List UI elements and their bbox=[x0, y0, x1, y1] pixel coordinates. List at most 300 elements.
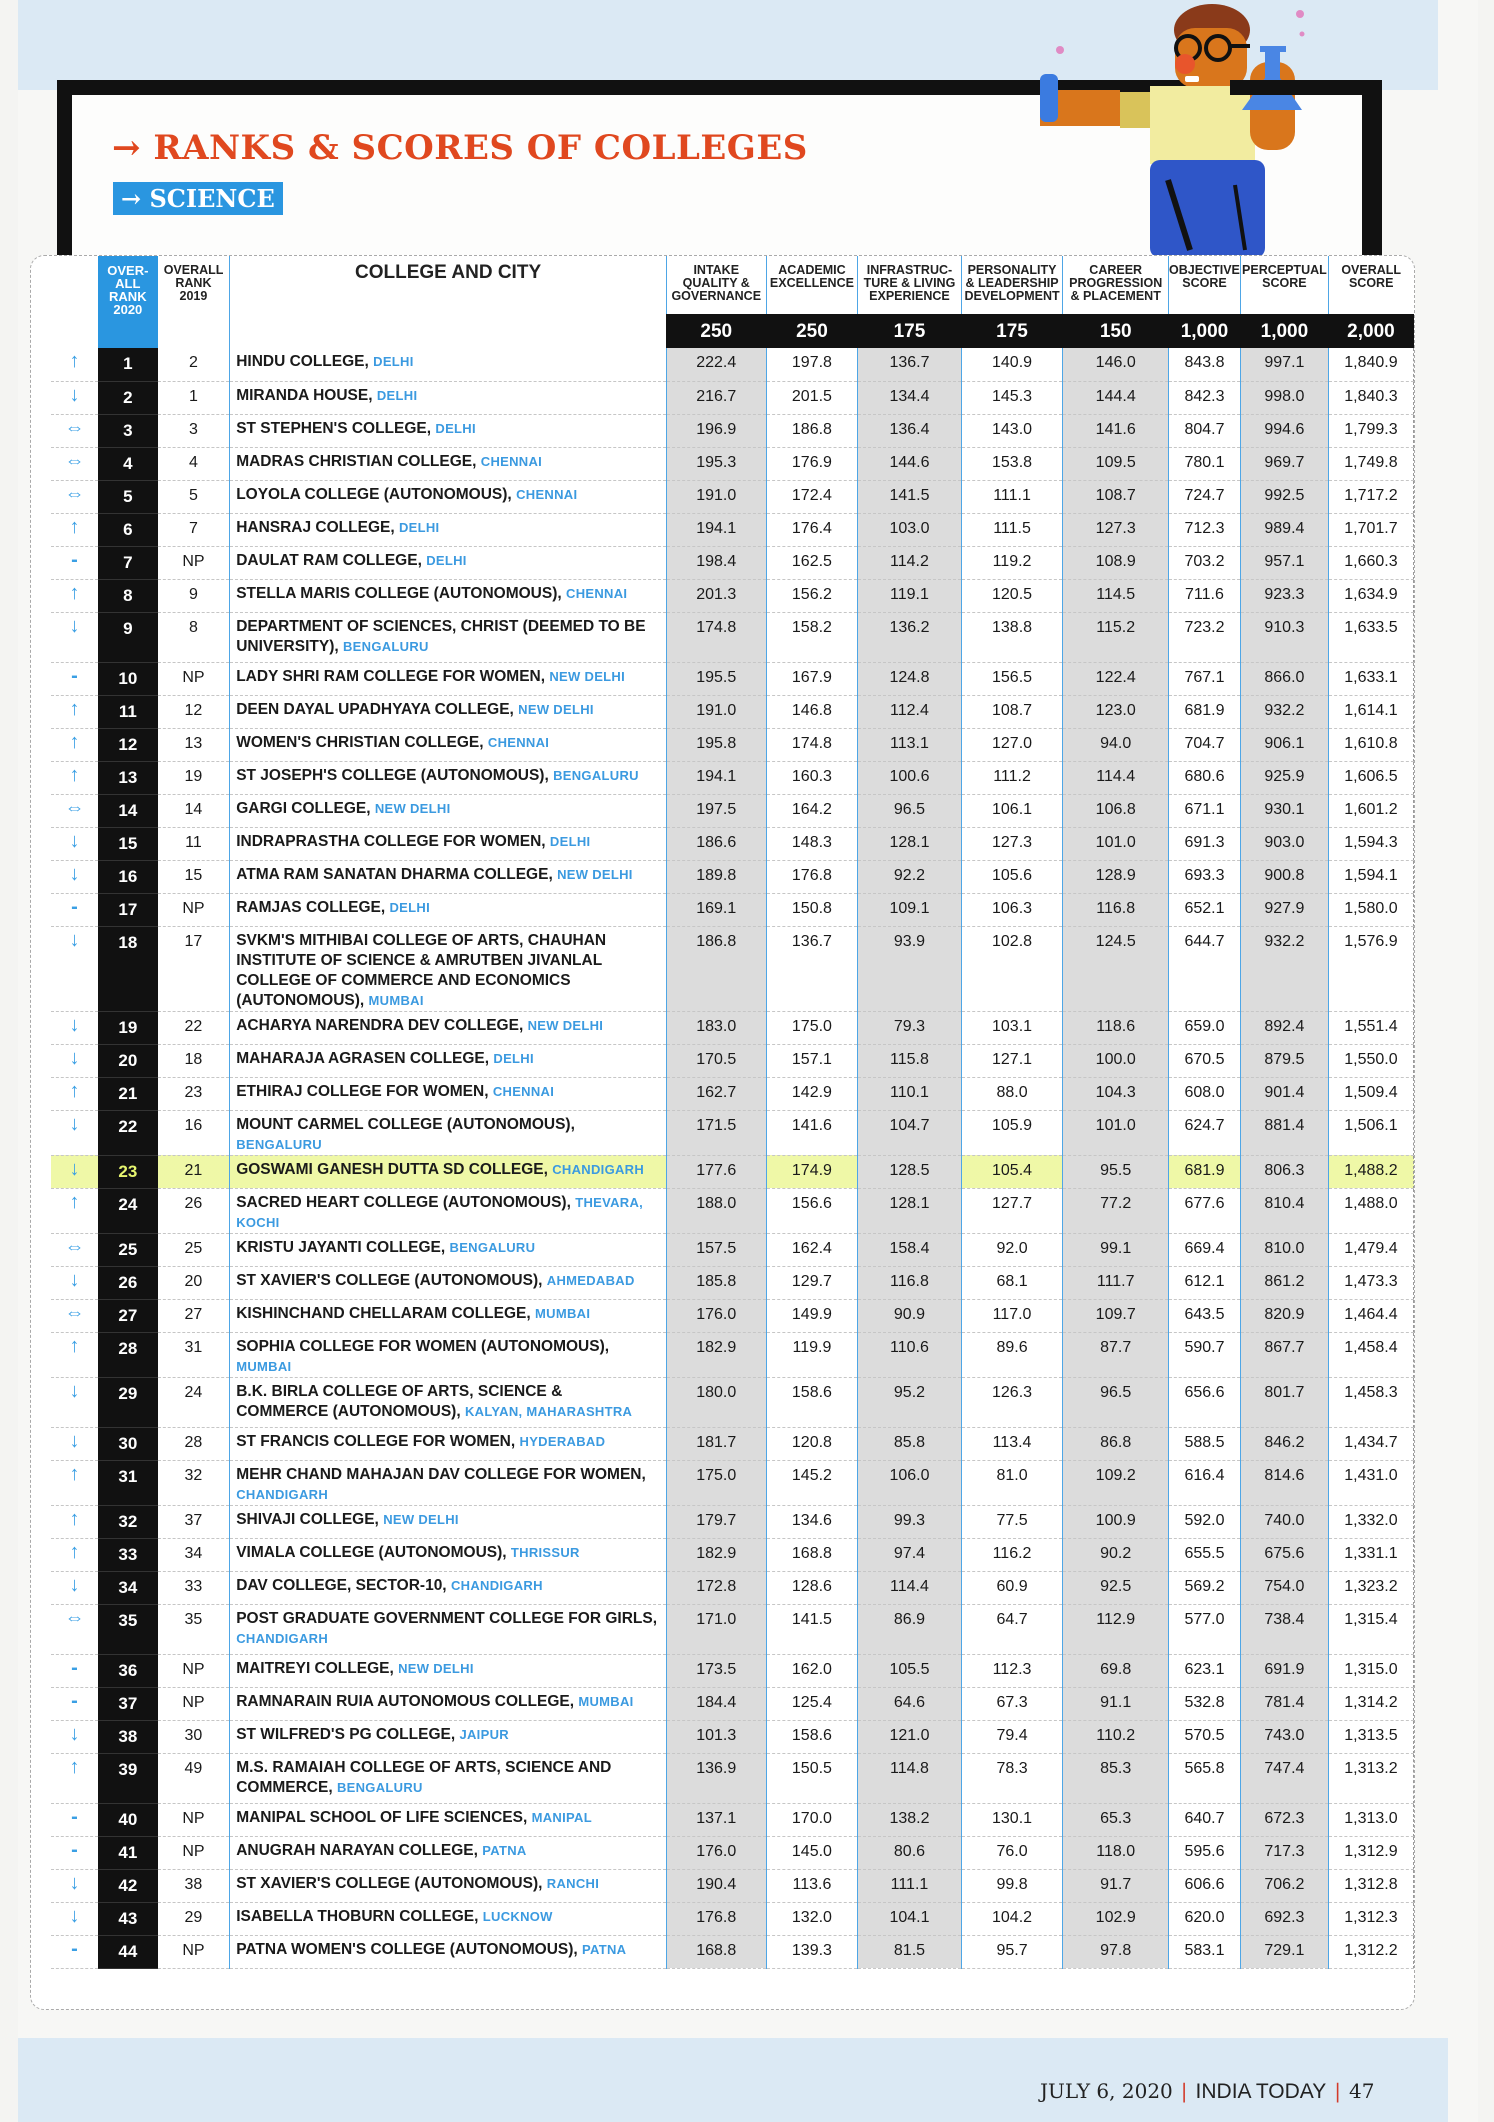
header-perceptual: PERCEPTUAL SCORE bbox=[1240, 256, 1328, 314]
header-rank-2020: OVER-ALL RANK 2020 bbox=[98, 256, 158, 348]
score-objective: 669.4 bbox=[1168, 1233, 1240, 1266]
rankings-table-container bbox=[30, 255, 1415, 2010]
header-personality: PERSONALITY & LEADERSHIP DEVELOPMENT bbox=[961, 256, 1063, 314]
arrow-up-icon: ↑ bbox=[51, 1505, 98, 1538]
college-name: ACHARYA NARENDRA DEV COLLEGE, bbox=[236, 1016, 524, 1034]
max-overall: 2,000 bbox=[1328, 314, 1413, 348]
score-objective: 656.6 bbox=[1168, 1377, 1240, 1427]
score-intake: 181.7 bbox=[666, 1427, 766, 1460]
rank-2019: NP bbox=[158, 546, 230, 579]
college-city: PATNA bbox=[482, 1842, 527, 1858]
score-infrastructure: 119.1 bbox=[858, 579, 961, 612]
score-overall: 1,312.8 bbox=[1328, 1869, 1413, 1902]
score-objective: 693.3 bbox=[1168, 860, 1240, 893]
table-row bbox=[51, 1505, 1414, 1538]
table-row bbox=[51, 546, 1414, 579]
college-name: DAV COLLEGE, SECTOR-10, bbox=[236, 1576, 447, 1594]
table-row bbox=[51, 1460, 1414, 1505]
college-cell bbox=[230, 827, 667, 860]
rank-2019: 13 bbox=[158, 728, 230, 761]
score-personality: 126.3 bbox=[961, 1377, 1063, 1427]
rank-2019: 25 bbox=[158, 1233, 230, 1266]
college-city: DELHI bbox=[376, 387, 418, 403]
rank-2020: 13 bbox=[98, 761, 158, 794]
college-city: JAIPUR bbox=[459, 1726, 509, 1742]
college-city: CHANDIGARH bbox=[552, 1161, 645, 1177]
score-perceptual: 998.0 bbox=[1240, 381, 1328, 414]
score-academic: 176.8 bbox=[766, 860, 858, 893]
college-name: INDRAPRASTHA COLLEGE FOR WOMEN, bbox=[236, 832, 546, 850]
header-infrastructure: INFRASTRUC-TURE & LIVING EXPERIENCE bbox=[858, 256, 961, 314]
rank-2020: 9 bbox=[98, 612, 158, 662]
score-overall: 1,660.3 bbox=[1328, 546, 1413, 579]
college-name: ST WILFRED'S PG COLLEGE, bbox=[236, 1725, 456, 1743]
score-infrastructure: 128.5 bbox=[858, 1155, 961, 1188]
score-overall: 1,314.2 bbox=[1328, 1687, 1413, 1720]
arrow-down-icon: ↓ bbox=[51, 1571, 98, 1604]
rank-2020: 43 bbox=[98, 1902, 158, 1935]
score-overall: 1,488.2 bbox=[1328, 1155, 1413, 1188]
score-infrastructure: 81.5 bbox=[858, 1935, 961, 1968]
score-career: 114.5 bbox=[1063, 579, 1169, 612]
score-objective: 640.7 bbox=[1168, 1803, 1240, 1836]
score-infrastructure: 109.1 bbox=[858, 893, 961, 926]
score-intake: 186.8 bbox=[666, 926, 766, 1011]
table-row bbox=[51, 1427, 1414, 1460]
table-row bbox=[51, 1720, 1414, 1753]
score-infrastructure: 121.0 bbox=[858, 1720, 961, 1753]
score-perceptual: 740.0 bbox=[1240, 1505, 1328, 1538]
score-career: 146.0 bbox=[1063, 348, 1169, 381]
header-career: CAREER PROGRESSION & PLACEMENT bbox=[1063, 256, 1169, 314]
score-overall: 1,550.0 bbox=[1328, 1044, 1413, 1077]
rank-2020: 10 bbox=[98, 662, 158, 695]
rank-2020: 33 bbox=[98, 1538, 158, 1571]
score-career: 128.9 bbox=[1063, 860, 1169, 893]
college-cell bbox=[230, 1266, 667, 1299]
score-personality: 111.2 bbox=[961, 761, 1063, 794]
score-career: 96.5 bbox=[1063, 1377, 1169, 1427]
score-perceptual: 906.1 bbox=[1240, 728, 1328, 761]
arrow-both-icon: ⇔ bbox=[51, 1604, 98, 1654]
rank-2020: 30 bbox=[98, 1427, 158, 1460]
score-intake: 162.7 bbox=[666, 1077, 766, 1110]
arrow-both-icon: ⇔ bbox=[51, 1299, 98, 1332]
score-personality: 105.4 bbox=[961, 1155, 1063, 1188]
score-career: 144.4 bbox=[1063, 381, 1169, 414]
rank-2020: 35 bbox=[98, 1604, 158, 1654]
rank-2019: 16 bbox=[158, 1110, 230, 1155]
college-name: LOYOLA COLLEGE (AUTONOMOUS), bbox=[236, 485, 512, 503]
college-city: PATNA bbox=[582, 1941, 627, 1957]
arrow-up-icon: ↑ bbox=[51, 761, 98, 794]
score-personality: 140.9 bbox=[961, 348, 1063, 381]
college-city: BENGALURU bbox=[336, 1779, 423, 1795]
score-career: 65.3 bbox=[1063, 1803, 1169, 1836]
score-academic: 186.8 bbox=[766, 414, 858, 447]
dash-icon: - bbox=[51, 893, 98, 926]
college-city: HYDERABAD bbox=[519, 1433, 606, 1449]
score-perceptual: 846.2 bbox=[1240, 1427, 1328, 1460]
score-infrastructure: 85.8 bbox=[858, 1427, 961, 1460]
score-personality: 64.7 bbox=[961, 1604, 1063, 1654]
college-cell bbox=[230, 893, 667, 926]
rank-2020: 26 bbox=[98, 1266, 158, 1299]
score-overall: 1,799.3 bbox=[1328, 414, 1413, 447]
score-intake: 194.1 bbox=[666, 761, 766, 794]
rank-2020: 1 bbox=[98, 348, 158, 381]
score-career: 100.9 bbox=[1063, 1505, 1169, 1538]
table-row bbox=[51, 1188, 1414, 1233]
table-row bbox=[51, 1604, 1414, 1654]
score-objective: 590.7 bbox=[1168, 1332, 1240, 1377]
score-career: 109.5 bbox=[1063, 447, 1169, 480]
score-overall: 1,601.2 bbox=[1328, 794, 1413, 827]
footer-brand: INDIA TODAY bbox=[1195, 2080, 1327, 2103]
arrow-down-icon: ↓ bbox=[51, 1869, 98, 1902]
score-infrastructure: 136.2 bbox=[858, 612, 961, 662]
score-academic: 145.2 bbox=[766, 1460, 858, 1505]
score-academic: 128.6 bbox=[766, 1571, 858, 1604]
college-city: DELHI bbox=[389, 899, 430, 915]
college-cell bbox=[230, 1902, 667, 1935]
college-name: KISHINCHAND CHELLARAM COLLEGE, bbox=[236, 1304, 531, 1322]
table-row bbox=[51, 860, 1414, 893]
college-city: MUMBAI bbox=[535, 1305, 591, 1321]
score-career: 100.0 bbox=[1063, 1044, 1169, 1077]
arrow-up-icon: ↑ bbox=[51, 728, 98, 761]
score-personality: 117.0 bbox=[961, 1299, 1063, 1332]
arrow-down-icon: ↓ bbox=[51, 1266, 98, 1299]
table-row bbox=[51, 1077, 1414, 1110]
table-row bbox=[51, 1836, 1414, 1869]
score-perceptual: 881.4 bbox=[1240, 1110, 1328, 1155]
score-career: 97.8 bbox=[1063, 1935, 1169, 1968]
score-academic: 150.8 bbox=[766, 893, 858, 926]
score-perceptual: 747.4 bbox=[1240, 1753, 1328, 1803]
arrow-up-icon: ↑ bbox=[51, 579, 98, 612]
college-name: POST GRADUATE GOVERNMENT COLLEGE FOR GIRLS, bbox=[236, 1609, 657, 1627]
college-city: CHENNAI bbox=[492, 1083, 555, 1099]
rank-2020: 39 bbox=[98, 1753, 158, 1803]
header-rank-2019: OVERALL RANK 2019 bbox=[163, 263, 224, 303]
college-city: RANCHI bbox=[546, 1875, 600, 1891]
footer-separator: | bbox=[1334, 2079, 1341, 2103]
score-perceptual: 743.0 bbox=[1240, 1720, 1328, 1753]
arrow-down-icon: ↓ bbox=[51, 1011, 98, 1044]
college-city: DELHI bbox=[373, 354, 414, 369]
table-row bbox=[51, 381, 1414, 414]
score-academic: 167.9 bbox=[766, 662, 858, 695]
arrow-down-icon: ↓ bbox=[51, 1110, 98, 1155]
rank-2020: 31 bbox=[98, 1460, 158, 1505]
college-name: MADRAS CHRISTIAN COLLEGE, bbox=[236, 452, 477, 470]
score-intake: 191.0 bbox=[666, 480, 766, 513]
college-name: SACRED HEART COLLEGE (AUTONOMOUS), bbox=[236, 1193, 571, 1211]
score-infrastructure: 136.7 bbox=[858, 348, 961, 381]
score-career: 118.0 bbox=[1063, 1836, 1169, 1869]
dash-icon: - bbox=[51, 1803, 98, 1836]
score-overall: 1,634.9 bbox=[1328, 579, 1413, 612]
rank-2019: 35 bbox=[158, 1604, 230, 1654]
score-career: 87.7 bbox=[1063, 1332, 1169, 1377]
college-city: MUMBAI bbox=[578, 1693, 634, 1709]
score-academic: 158.2 bbox=[766, 612, 858, 662]
college-cell bbox=[230, 447, 667, 480]
rank-2019: NP bbox=[158, 1836, 230, 1869]
rank-2020: 18 bbox=[98, 926, 158, 1011]
score-objective: 595.6 bbox=[1168, 1836, 1240, 1869]
score-perceptual: 810.4 bbox=[1240, 1188, 1328, 1233]
score-infrastructure: 158.4 bbox=[858, 1233, 961, 1266]
score-personality: 102.8 bbox=[961, 926, 1063, 1011]
page-footer bbox=[1040, 2079, 1374, 2104]
college-cell bbox=[230, 1233, 667, 1266]
score-personality: 106.3 bbox=[961, 893, 1063, 926]
arrow-down-icon: ↓ bbox=[51, 1902, 98, 1935]
college-cell bbox=[230, 480, 667, 513]
score-intake: 176.0 bbox=[666, 1299, 766, 1332]
score-intake: 137.1 bbox=[666, 1803, 766, 1836]
score-infrastructure: 116.8 bbox=[858, 1266, 961, 1299]
score-infrastructure: 114.8 bbox=[858, 1753, 961, 1803]
college-city: CHENNAI bbox=[480, 453, 543, 469]
score-personality: 127.3 bbox=[961, 827, 1063, 860]
college-cell bbox=[230, 1377, 667, 1427]
score-infrastructure: 110.6 bbox=[858, 1332, 961, 1377]
college-cell bbox=[230, 414, 667, 447]
table-row bbox=[51, 794, 1414, 827]
college-city: DELHI bbox=[435, 420, 476, 436]
arrow-both-icon: ⇔ bbox=[51, 447, 98, 480]
score-perceptual: 923.3 bbox=[1240, 579, 1328, 612]
table-row bbox=[51, 1654, 1414, 1687]
score-perceptual: 879.5 bbox=[1240, 1044, 1328, 1077]
college-name: MANIPAL SCHOOL OF LIFE SCIENCES, bbox=[236, 1808, 528, 1826]
score-intake: 195.3 bbox=[666, 447, 766, 480]
college-cell bbox=[230, 513, 667, 546]
score-intake: 174.8 bbox=[666, 612, 766, 662]
score-intake: 176.8 bbox=[666, 1902, 766, 1935]
score-academic: 176.4 bbox=[766, 513, 858, 546]
score-intake: 188.0 bbox=[666, 1188, 766, 1233]
arrow-both-icon: ⇔ bbox=[51, 414, 98, 447]
college-name: M.S. RAMAIAH COLLEGE OF ARTS, SCIENCE AND COMMERCE, bbox=[236, 1758, 612, 1796]
score-personality: 67.3 bbox=[961, 1687, 1063, 1720]
dash-icon: - bbox=[51, 1836, 98, 1869]
score-intake: 169.1 bbox=[666, 893, 766, 926]
arrow-both-icon: ⇔ bbox=[51, 1233, 98, 1266]
college-city: CHANDIGARH bbox=[236, 1486, 329, 1502]
college-cell bbox=[230, 926, 667, 1011]
score-personality: 81.0 bbox=[961, 1460, 1063, 1505]
score-personality: 76.0 bbox=[961, 1836, 1063, 1869]
arrow-up-icon: ↑ bbox=[51, 513, 98, 546]
score-overall: 1,434.7 bbox=[1328, 1427, 1413, 1460]
rank-2019: 15 bbox=[158, 860, 230, 893]
score-perceptual: 675.6 bbox=[1240, 1538, 1328, 1571]
college-cell bbox=[230, 1299, 667, 1332]
score-perceptual: 932.2 bbox=[1240, 695, 1328, 728]
college-cell bbox=[230, 1571, 667, 1604]
rank-2019: 26 bbox=[158, 1188, 230, 1233]
college-city: DELHI bbox=[398, 519, 440, 535]
rank-2020: 25 bbox=[98, 1233, 158, 1266]
score-intake: 222.4 bbox=[666, 348, 766, 381]
college-city: MUMBAI bbox=[236, 1358, 292, 1374]
score-overall: 1,594.3 bbox=[1328, 827, 1413, 860]
college-city: DELHI bbox=[426, 552, 467, 568]
rank-2019: 5 bbox=[158, 480, 230, 513]
table-row bbox=[51, 1869, 1414, 1902]
arrow-down-icon: ↓ bbox=[51, 1377, 98, 1427]
rank-2020: 34 bbox=[98, 1571, 158, 1604]
score-academic: 119.9 bbox=[766, 1332, 858, 1377]
score-overall: 1,313.2 bbox=[1328, 1753, 1413, 1803]
score-overall: 1,488.0 bbox=[1328, 1188, 1413, 1233]
arrow-up-icon: ↑ bbox=[51, 1332, 98, 1377]
rank-2020: 12 bbox=[98, 728, 158, 761]
college-name: B.K. BIRLA COLLEGE OF ARTS, SCIENCE & COMMERCE (AUTONOMOUS), bbox=[236, 1382, 563, 1420]
score-academic: 158.6 bbox=[766, 1377, 858, 1427]
score-overall: 1,431.0 bbox=[1328, 1460, 1413, 1505]
score-infrastructure: 136.4 bbox=[858, 414, 961, 447]
college-name: ST XAVIER'S COLLEGE (AUTONOMOUS), bbox=[236, 1874, 543, 1892]
arrow-up-icon: ↑ bbox=[51, 695, 98, 728]
rank-2019: 34 bbox=[158, 1538, 230, 1571]
college-cell bbox=[230, 1803, 667, 1836]
rank-2020: 17 bbox=[98, 893, 158, 926]
score-intake: 198.4 bbox=[666, 546, 766, 579]
score-academic: 162.5 bbox=[766, 546, 858, 579]
score-intake: 175.0 bbox=[666, 1460, 766, 1505]
arrow-up-icon: ↑ bbox=[51, 1188, 98, 1233]
score-objective: 616.4 bbox=[1168, 1460, 1240, 1505]
table-row bbox=[51, 1110, 1414, 1155]
score-intake: 168.8 bbox=[666, 1935, 766, 1968]
score-perceptual: 997.1 bbox=[1240, 348, 1328, 381]
footer-separator: | bbox=[1180, 2079, 1188, 2103]
college-name: MAITREYI COLLEGE, bbox=[236, 1659, 394, 1677]
score-perceptual: 903.0 bbox=[1240, 827, 1328, 860]
score-infrastructure: 115.8 bbox=[858, 1044, 961, 1077]
college-name: WOMEN'S CHRISTIAN COLLEGE, bbox=[236, 733, 484, 751]
score-personality: 104.2 bbox=[961, 1902, 1063, 1935]
score-objective: 569.2 bbox=[1168, 1571, 1240, 1604]
score-career: 116.8 bbox=[1063, 893, 1169, 926]
college-city: NEW DELHI bbox=[557, 866, 633, 882]
score-academic: 129.7 bbox=[766, 1266, 858, 1299]
score-intake: 176.0 bbox=[666, 1836, 766, 1869]
rank-2019: 2 bbox=[158, 348, 230, 381]
score-perceptual: 692.3 bbox=[1240, 1902, 1328, 1935]
rank-2020: 6 bbox=[98, 513, 158, 546]
college-city: DELHI bbox=[549, 833, 591, 849]
score-personality: 113.4 bbox=[961, 1427, 1063, 1460]
score-personality: 116.2 bbox=[961, 1538, 1063, 1571]
rank-2019: 18 bbox=[158, 1044, 230, 1077]
score-personality: 99.8 bbox=[961, 1869, 1063, 1902]
rank-2020: 44 bbox=[98, 1935, 158, 1968]
score-infrastructure: 128.1 bbox=[858, 827, 961, 860]
score-infrastructure: 141.5 bbox=[858, 480, 961, 513]
score-overall: 1,464.4 bbox=[1328, 1299, 1413, 1332]
score-perceptual: 706.2 bbox=[1240, 1869, 1328, 1902]
score-overall: 1,315.0 bbox=[1328, 1654, 1413, 1687]
rank-2019: 28 bbox=[158, 1427, 230, 1460]
college-cell bbox=[230, 1836, 667, 1869]
score-intake: 185.8 bbox=[666, 1266, 766, 1299]
arrow-down-icon: ↓ bbox=[51, 827, 98, 860]
score-career: 77.2 bbox=[1063, 1188, 1169, 1233]
score-career: 92.5 bbox=[1063, 1571, 1169, 1604]
college-name: ATMA RAM SANATAN DHARMA COLLEGE, bbox=[236, 865, 553, 883]
score-overall: 1,473.3 bbox=[1328, 1266, 1413, 1299]
score-academic: 157.1 bbox=[766, 1044, 858, 1077]
score-perceptual: 900.8 bbox=[1240, 860, 1328, 893]
score-career: 118.6 bbox=[1063, 1011, 1169, 1044]
score-perceptual: 814.6 bbox=[1240, 1460, 1328, 1505]
score-objective: 588.5 bbox=[1168, 1427, 1240, 1460]
score-infrastructure: 124.8 bbox=[858, 662, 961, 695]
college-name: DEEN DAYAL UPADHYAYA COLLEGE, bbox=[236, 700, 514, 718]
college-city: KALYAN, MAHARASHTRA bbox=[464, 1403, 633, 1419]
rank-2020: 15 bbox=[98, 827, 158, 860]
dash-icon: - bbox=[51, 1687, 98, 1720]
score-objective: 712.3 bbox=[1168, 513, 1240, 546]
college-city: BENGALURU bbox=[449, 1239, 536, 1255]
score-perceptual: 925.9 bbox=[1240, 761, 1328, 794]
college-cell bbox=[230, 1604, 667, 1654]
table-row bbox=[51, 827, 1414, 860]
score-intake: 180.0 bbox=[666, 1377, 766, 1427]
score-perceptual: 994.6 bbox=[1240, 414, 1328, 447]
rank-2020: 24 bbox=[98, 1188, 158, 1233]
score-perceptual: 691.9 bbox=[1240, 1654, 1328, 1687]
score-perceptual: 957.1 bbox=[1240, 546, 1328, 579]
score-personality: 127.7 bbox=[961, 1188, 1063, 1233]
table-row bbox=[51, 1902, 1414, 1935]
college-cell bbox=[230, 1538, 667, 1571]
college-city: MANIPAL bbox=[531, 1809, 592, 1825]
arrow-down-icon: ↓ bbox=[51, 612, 98, 662]
score-personality: 127.1 bbox=[961, 1044, 1063, 1077]
score-infrastructure: 79.3 bbox=[858, 1011, 961, 1044]
score-objective: 677.6 bbox=[1168, 1188, 1240, 1233]
college-name: ST STEPHEN'S COLLEGE, bbox=[236, 419, 432, 437]
score-overall: 1,580.0 bbox=[1328, 893, 1413, 926]
score-personality: 138.8 bbox=[961, 612, 1063, 662]
college-name: MOUNT CARMEL COLLEGE (AUTONOMOUS), bbox=[236, 1115, 575, 1133]
score-objective: 624.7 bbox=[1168, 1110, 1240, 1155]
college-name: DAULAT RAM COLLEGE, bbox=[236, 551, 422, 569]
score-infrastructure: 128.1 bbox=[858, 1188, 961, 1233]
score-personality: 111.1 bbox=[961, 480, 1063, 513]
rank-2020: 38 bbox=[98, 1720, 158, 1753]
score-objective: 691.3 bbox=[1168, 827, 1240, 860]
score-perceptual: 738.4 bbox=[1240, 1604, 1328, 1654]
table-row bbox=[51, 1332, 1414, 1377]
rank-2020: 27 bbox=[98, 1299, 158, 1332]
score-career: 99.1 bbox=[1063, 1233, 1169, 1266]
arrow-both-icon: ⇔ bbox=[51, 480, 98, 513]
dash-icon: - bbox=[51, 546, 98, 579]
score-academic: 168.8 bbox=[766, 1538, 858, 1571]
score-intake: 197.5 bbox=[666, 794, 766, 827]
score-career: 108.7 bbox=[1063, 480, 1169, 513]
college-cell bbox=[230, 1427, 667, 1460]
score-infrastructure: 97.4 bbox=[858, 1538, 961, 1571]
